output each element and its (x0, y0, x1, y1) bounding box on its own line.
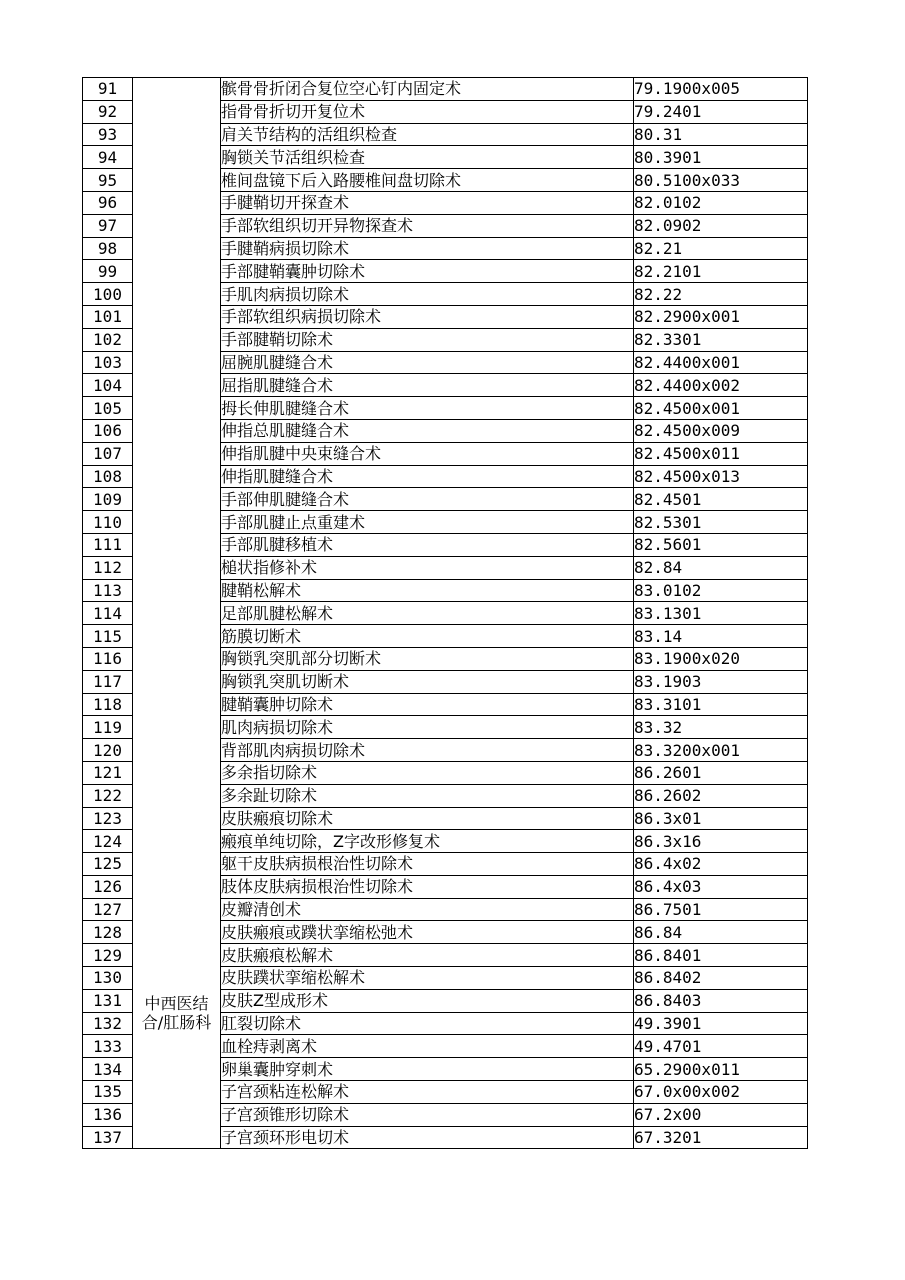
department-cell (133, 989, 221, 1149)
row-number: 107 (83, 442, 133, 465)
row-number: 129 (83, 944, 133, 967)
table-row (83, 78, 808, 101)
row-number: 124 (83, 830, 133, 853)
procedure-name: 髌骨骨折闭合复位空心钉内固定术 (221, 78, 634, 101)
procedure-code: 82.4500x011 (634, 442, 808, 465)
procedure-code: 83.3101 (634, 693, 808, 716)
procedure-name: 胸锁乳突肌切断术 (221, 670, 634, 693)
procedure-name: 椎间盘镜下后入路腰椎间盘切除术 (221, 169, 634, 192)
procedure-name: 筋膜切断术 (221, 625, 634, 648)
department-label: 中西医结合/肛肠科 (141, 994, 212, 1033)
row-number: 109 (83, 488, 133, 511)
procedure-code: 67.2x00 (634, 1103, 808, 1126)
procedure-name: 手腱鞘切开探查术 (221, 191, 634, 214)
procedure-name: 肩关节结构的活组织检查 (221, 123, 634, 146)
procedure-name: 伸指肌腱中央束缝合术 (221, 442, 634, 465)
row-number: 123 (83, 807, 133, 830)
procedure-code: 80.3901 (634, 146, 808, 169)
procedure-name: 屈腕肌腱缝合术 (221, 351, 634, 374)
row-number: 100 (83, 283, 133, 306)
procedure-code: 82.2101 (634, 260, 808, 283)
procedure-code: 67.3201 (634, 1126, 808, 1149)
procedure-name: 皮瓣清创术 (221, 898, 634, 921)
procedure-name: 背部肌肉病损切除术 (221, 739, 634, 762)
procedure-name: 手部肌腱止点重建术 (221, 511, 634, 534)
row-number: 101 (83, 305, 133, 328)
procedure-name: 皮肤瘢痕或蹼状挛缩松弛术 (221, 921, 634, 944)
procedure-code: 82.2900x001 (634, 305, 808, 328)
procedure-code: 83.1301 (634, 602, 808, 625)
row-number: 103 (83, 351, 133, 374)
procedure-code: 82.5601 (634, 533, 808, 556)
procedure-name: 多余指切除术 (221, 761, 634, 784)
procedure-name: 屈指肌腱缝合术 (221, 374, 634, 397)
row-number: 121 (83, 761, 133, 784)
department-cell (133, 78, 221, 990)
procedure-name: 足部肌腱松解术 (221, 602, 634, 625)
procedure-code: 86.8401 (634, 944, 808, 967)
procedure-name: 指骨骨折切开复位术 (221, 100, 634, 123)
procedure-name: 胸锁关节活组织检查 (221, 146, 634, 169)
row-number: 94 (83, 146, 133, 169)
procedure-name: 手部软组织切开异物探查术 (221, 214, 634, 237)
row-number: 127 (83, 898, 133, 921)
procedure-name: 子宫颈环形电切术 (221, 1126, 634, 1149)
row-number: 130 (83, 967, 133, 990)
procedure-code: 86.4x02 (634, 853, 808, 876)
row-number: 113 (83, 579, 133, 602)
row-number: 133 (83, 1035, 133, 1058)
procedure-name: 皮肤Z型成形术 (221, 989, 634, 1012)
procedure-name: 拇长伸肌腱缝合术 (221, 397, 634, 420)
row-number: 106 (83, 419, 133, 442)
procedure-code: 82.0102 (634, 191, 808, 214)
procedure-name: 手部腱鞘切除术 (221, 328, 634, 351)
row-number: 95 (83, 169, 133, 192)
row-number: 97 (83, 214, 133, 237)
row-number: 118 (83, 693, 133, 716)
procedure-code: 86.4x03 (634, 875, 808, 898)
procedure-name: 胸锁乳突肌部分切断术 (221, 647, 634, 670)
row-number: 135 (83, 1081, 133, 1104)
procedure-code: 86.7501 (634, 898, 808, 921)
procedure-name: 躯干皮肤病损根治性切除术 (221, 853, 634, 876)
procedure-code: 82.4501 (634, 488, 808, 511)
procedure-name: 血栓痔剥离术 (221, 1035, 634, 1058)
table-row (83, 989, 808, 1012)
row-number: 125 (83, 853, 133, 876)
row-number: 137 (83, 1126, 133, 1149)
procedure-code: 83.1900x020 (634, 647, 808, 670)
procedure-name: 皮肤瘢痕松解术 (221, 944, 634, 967)
procedure-code: 83.32 (634, 716, 808, 739)
procedure-code: 83.14 (634, 625, 808, 648)
procedure-code: 82.22 (634, 283, 808, 306)
procedure-table-body (83, 78, 808, 1149)
procedure-name: 子宫颈锥形切除术 (221, 1103, 634, 1126)
procedure-code: 82.4400x001 (634, 351, 808, 374)
procedure-name: 手部伸肌腱缝合术 (221, 488, 634, 511)
procedure-code: 49.3901 (634, 1012, 808, 1035)
procedure-name: 皮肤瘢痕切除术 (221, 807, 634, 830)
row-number: 96 (83, 191, 133, 214)
row-number: 99 (83, 260, 133, 283)
row-number: 131 (83, 989, 133, 1012)
row-number: 126 (83, 875, 133, 898)
row-number: 117 (83, 670, 133, 693)
procedure-name: 槌状指修补术 (221, 556, 634, 579)
procedure-name: 子宫颈粘连松解术 (221, 1081, 634, 1104)
row-number: 102 (83, 328, 133, 351)
row-number: 108 (83, 465, 133, 488)
procedure-code: 49.4701 (634, 1035, 808, 1058)
procedure-code: 82.4500x013 (634, 465, 808, 488)
row-number: 93 (83, 123, 133, 146)
procedure-code: 82.4500x001 (634, 397, 808, 420)
procedure-name: 肛裂切除术 (221, 1012, 634, 1035)
procedure-code: 82.0902 (634, 214, 808, 237)
procedure-name: 多余趾切除术 (221, 784, 634, 807)
row-number: 119 (83, 716, 133, 739)
row-number: 105 (83, 397, 133, 420)
row-number: 98 (83, 237, 133, 260)
procedure-name: 手部腱鞘囊肿切除术 (221, 260, 634, 283)
row-number: 128 (83, 921, 133, 944)
procedure-name: 皮肤蹼状挛缩松解术 (221, 967, 634, 990)
procedure-code: 86.2602 (634, 784, 808, 807)
procedure-code: 80.31 (634, 123, 808, 146)
row-number: 120 (83, 739, 133, 762)
procedure-code: 82.5301 (634, 511, 808, 534)
procedure-code: 86.3x16 (634, 830, 808, 853)
procedure-name: 手部软组织病损切除术 (221, 305, 634, 328)
procedure-code: 82.3301 (634, 328, 808, 351)
row-number: 115 (83, 625, 133, 648)
procedure-name: 瘢痕单纯切除，Z字改形修复术 (221, 830, 634, 853)
procedure-code: 79.2401 (634, 100, 808, 123)
procedure-name: 肌肉病损切除术 (221, 716, 634, 739)
row-number: 91 (83, 78, 133, 101)
procedure-code: 83.1903 (634, 670, 808, 693)
procedure-code: 86.3x01 (634, 807, 808, 830)
procedure-code: 83.3200x001 (634, 739, 808, 762)
procedure-name: 卵巢囊肿穿刺术 (221, 1058, 634, 1081)
procedure-code: 82.21 (634, 237, 808, 260)
procedure-code: 67.0x00x002 (634, 1081, 808, 1104)
procedure-code: 82.4500x009 (634, 419, 808, 442)
procedure-code: 86.8403 (634, 989, 808, 1012)
procedure-code: 80.5100x033 (634, 169, 808, 192)
procedure-name: 手部肌腱移植术 (221, 533, 634, 556)
procedure-code: 82.4400x002 (634, 374, 808, 397)
procedure-name: 腱鞘松解术 (221, 579, 634, 602)
row-number: 92 (83, 100, 133, 123)
row-number: 136 (83, 1103, 133, 1126)
row-number: 134 (83, 1058, 133, 1081)
procedure-code: 86.2601 (634, 761, 808, 784)
procedure-name: 腱鞘囊肿切除术 (221, 693, 634, 716)
row-number: 122 (83, 784, 133, 807)
procedure-code: 82.84 (634, 556, 808, 579)
row-number: 114 (83, 602, 133, 625)
procedure-name: 肢体皮肤病损根治性切除术 (221, 875, 634, 898)
procedure-code: 65.2900x011 (634, 1058, 808, 1081)
procedure-code: 86.84 (634, 921, 808, 944)
procedure-name: 手腱鞘病损切除术 (221, 237, 634, 260)
row-number: 104 (83, 374, 133, 397)
procedure-code: 83.0102 (634, 579, 808, 602)
procedure-code: 86.8402 (634, 967, 808, 990)
procedure-name: 伸指肌腱缝合术 (221, 465, 634, 488)
row-number: 132 (83, 1012, 133, 1035)
row-number: 111 (83, 533, 133, 556)
procedure-table (82, 77, 808, 1149)
row-number: 112 (83, 556, 133, 579)
procedure-name: 伸指总肌腱缝合术 (221, 419, 634, 442)
procedure-name: 手肌肉病损切除术 (221, 283, 634, 306)
row-number: 116 (83, 647, 133, 670)
row-number: 110 (83, 511, 133, 534)
procedure-code: 79.1900x005 (634, 78, 808, 101)
